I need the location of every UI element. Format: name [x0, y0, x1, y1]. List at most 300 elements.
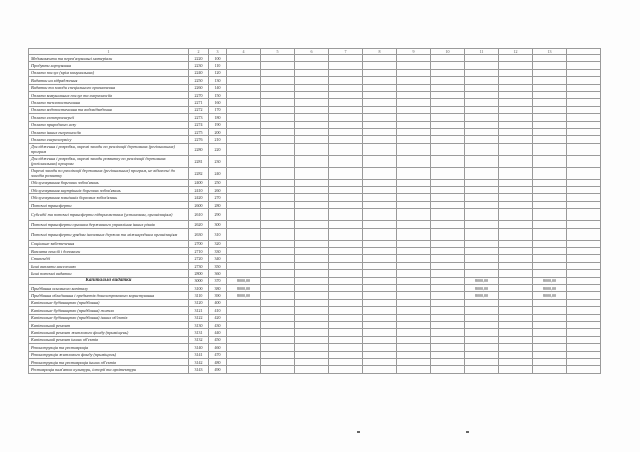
row-line-number: 420 [209, 314, 227, 321]
row-value [465, 321, 499, 328]
table-row [29, 69, 601, 76]
row-value [533, 91, 567, 98]
table-row [29, 99, 601, 106]
row-value [567, 62, 601, 69]
row-value [329, 351, 363, 358]
row-value [567, 248, 601, 255]
row-value [261, 248, 295, 255]
row-code: 2274 [189, 121, 209, 128]
row-value [227, 307, 261, 314]
row-value [397, 358, 431, 365]
row-value [397, 329, 431, 336]
row-name: Інші виплати населенню [29, 262, 189, 269]
row-value [261, 292, 295, 299]
row-value: 8000,00 [465, 277, 499, 284]
row-code: 2272 [189, 106, 209, 113]
row-name: Оплата теплопостачання [29, 99, 189, 106]
column-number: 2 [189, 49, 209, 55]
row-value [499, 366, 533, 373]
row-value [363, 77, 397, 84]
row-value [465, 91, 499, 98]
row-value [261, 314, 295, 321]
row-value [363, 270, 397, 277]
row-value [363, 292, 397, 299]
row-value [397, 240, 431, 247]
row-value [499, 209, 533, 221]
row-value [499, 121, 533, 128]
row-line-number: 430 [209, 321, 227, 328]
row-value [465, 314, 499, 321]
row-value [499, 155, 533, 167]
row-value [567, 69, 601, 76]
row-value [363, 284, 397, 291]
row-code: 2410 [189, 187, 209, 194]
row-value [261, 336, 295, 343]
row-value [499, 106, 533, 113]
row-value [567, 114, 601, 121]
row-code: 3110 [189, 292, 209, 299]
row-value [261, 366, 295, 373]
row-name: Субсидії та поточні трансферти підприємствам (установам, організаціям) [29, 209, 189, 221]
row-value [329, 248, 363, 255]
row-code: 2260 [189, 84, 209, 91]
table-row [29, 255, 601, 262]
row-line-number: 200 [209, 128, 227, 135]
row-value [499, 321, 533, 328]
row-value [567, 262, 601, 269]
column-number: 8 [363, 49, 397, 55]
row-value [329, 292, 363, 299]
row-value [329, 136, 363, 143]
row-value [295, 187, 329, 194]
row-value [431, 209, 465, 221]
row-value [431, 314, 465, 321]
row-code: 2280 [189, 143, 209, 155]
row-value [363, 121, 397, 128]
row-value [397, 209, 431, 221]
row-code: 2282 [189, 167, 209, 179]
row-line-number: 180 [209, 114, 227, 121]
row-value [295, 314, 329, 321]
row-value [295, 248, 329, 255]
row-value [567, 329, 601, 336]
row-line-number: 340 [209, 255, 227, 262]
table-row [29, 240, 601, 247]
row-value [465, 62, 499, 69]
row-value [261, 240, 295, 247]
row-value [397, 336, 431, 343]
row-name: Поточні трансферти [29, 201, 189, 208]
row-code: 2250 [189, 77, 209, 84]
row-line-number: 190 [209, 121, 227, 128]
table-row [29, 155, 601, 167]
row-value [295, 91, 329, 98]
row-value [363, 84, 397, 91]
row-value [567, 194, 601, 201]
row-value [533, 248, 567, 255]
row-value [329, 194, 363, 201]
row-value: 8000,00 [465, 284, 499, 291]
row-value [329, 209, 363, 221]
row-value [533, 69, 567, 76]
table-row [29, 201, 601, 208]
row-code: 2800 [189, 270, 209, 277]
row-value [567, 344, 601, 351]
row-value [363, 187, 397, 194]
row-value [499, 228, 533, 240]
row-name: Капітальне будівництво (придбання) інших об'єктів [29, 314, 189, 321]
row-value [397, 284, 431, 291]
row-value [533, 194, 567, 201]
row-value [499, 336, 533, 343]
row-value [397, 351, 431, 358]
row-code: 2630 [189, 228, 209, 240]
page-mark [466, 431, 469, 433]
row-value [295, 167, 329, 179]
column-number: 7 [329, 49, 363, 55]
row-code: 3141 [189, 351, 209, 358]
row-value [567, 277, 601, 284]
row-value [227, 187, 261, 194]
table-row [29, 248, 601, 255]
budget-table [28, 48, 601, 374]
table-row [29, 221, 601, 228]
row-line-number: 270 [209, 194, 227, 201]
row-value [397, 55, 431, 62]
row-value [431, 292, 465, 299]
row-line-number: 390 [209, 292, 227, 299]
row-value [533, 307, 567, 314]
row-value [431, 351, 465, 358]
row-value [499, 136, 533, 143]
row-value [329, 221, 363, 228]
row-value [499, 143, 533, 155]
row-value [431, 255, 465, 262]
row-value [499, 99, 533, 106]
row-value [329, 307, 363, 314]
row-value [295, 262, 329, 269]
row-value [465, 344, 499, 351]
row-line-number: 350 [209, 262, 227, 269]
row-value [567, 55, 601, 62]
row-value [363, 255, 397, 262]
row-value [397, 299, 431, 306]
row-value [295, 179, 329, 186]
row-value [397, 155, 431, 167]
row-value [363, 221, 397, 228]
row-value [567, 121, 601, 128]
table-row [29, 270, 601, 277]
row-value [261, 344, 295, 351]
row-value [465, 366, 499, 373]
row-line-number: 120 [209, 69, 227, 76]
row-value [227, 240, 261, 247]
row-value [431, 329, 465, 336]
row-value [397, 69, 431, 76]
row-value [465, 106, 499, 113]
row-value [295, 307, 329, 314]
row-value [261, 114, 295, 121]
row-value [567, 292, 601, 299]
row-value: 8000,00 [533, 277, 567, 284]
row-value [431, 366, 465, 373]
table-row [29, 321, 601, 328]
row-name: Поточні трансферти урядам іноземних держав та міжнародним організаціям [29, 228, 189, 240]
row-name: Оплата послуг (крім комунальних) [29, 69, 189, 76]
row-value [397, 136, 431, 143]
row-value [329, 77, 363, 84]
column-number: 13 [533, 49, 567, 55]
row-value [499, 114, 533, 121]
row-name: Стипендії [29, 255, 189, 262]
row-name: Обслуговування внутрішніх боргових зобов'язань [29, 187, 189, 194]
row-value [465, 351, 499, 358]
row-name: Окремі заходи по реалізації державних (регіональних) програм, не віднесені до заходів розвитку [29, 167, 189, 179]
row-name: Інші поточні видатки [29, 270, 189, 277]
table-row [29, 351, 601, 358]
row-value [499, 167, 533, 179]
table-row [29, 136, 601, 143]
row-value [465, 240, 499, 247]
row-value [567, 255, 601, 262]
row-value [431, 143, 465, 155]
row-value [567, 106, 601, 113]
row-value: 8000,00 [227, 284, 261, 291]
row-value [397, 221, 431, 228]
row-name: Обслуговування боргових зобов'язань [29, 179, 189, 186]
row-code: 2730 [189, 262, 209, 269]
row-value [295, 321, 329, 328]
row-value [465, 114, 499, 121]
row-value [431, 221, 465, 228]
column-number: 5 [261, 49, 295, 55]
row-value [397, 62, 431, 69]
row-value [227, 201, 261, 208]
table-row [29, 77, 601, 84]
row-value [499, 77, 533, 84]
row-value [295, 329, 329, 336]
row-value [533, 84, 567, 91]
row-value [295, 106, 329, 113]
row-value [533, 344, 567, 351]
row-value [227, 194, 261, 201]
row-value [227, 91, 261, 98]
row-value [261, 299, 295, 306]
row-value [499, 255, 533, 262]
row-name: Придбання обладнання і предметів довгострокового користування [29, 292, 189, 299]
row-value [295, 270, 329, 277]
row-value [261, 69, 295, 76]
row-value [567, 314, 601, 321]
row-line-number: 240 [209, 167, 227, 179]
row-value [499, 262, 533, 269]
row-code: 2270 [189, 91, 209, 98]
row-value [465, 143, 499, 155]
row-value [227, 136, 261, 143]
table-row [29, 167, 601, 179]
row-value [295, 114, 329, 121]
row-value [329, 262, 363, 269]
row-value [431, 299, 465, 306]
row-value [397, 292, 431, 299]
row-name: Виплата пенсій і допомоги [29, 248, 189, 255]
row-name: Оплата комунальних послуг та енергоносіїв [29, 91, 189, 98]
row-name: Видатки на відрядження [29, 77, 189, 84]
row-value [533, 106, 567, 113]
row-value [295, 62, 329, 69]
row-name: Капітальні видатки [29, 277, 189, 284]
row-value [295, 344, 329, 351]
row-value [397, 314, 431, 321]
row-name: Оплата природного газу [29, 121, 189, 128]
table-row [29, 209, 601, 221]
row-value [329, 114, 363, 121]
row-value [465, 299, 499, 306]
row-value [227, 167, 261, 179]
row-value [567, 128, 601, 135]
row-value [295, 201, 329, 208]
row-value [295, 221, 329, 228]
row-value [533, 155, 567, 167]
row-code: 3140 [189, 344, 209, 351]
row-value [431, 99, 465, 106]
row-value [465, 167, 499, 179]
row-code: 2240 [189, 69, 209, 76]
row-value [431, 277, 465, 284]
table-row [29, 106, 601, 113]
row-value [465, 209, 499, 221]
row-value [261, 55, 295, 62]
row-value [533, 228, 567, 240]
row-value [431, 284, 465, 291]
row-value [227, 155, 261, 167]
row-line-number: 230 [209, 155, 227, 167]
table-row [29, 121, 601, 128]
table-row [29, 344, 601, 351]
row-value [431, 307, 465, 314]
row-line-number: 300 [209, 221, 227, 228]
row-value [533, 221, 567, 228]
row-value [329, 329, 363, 336]
row-value [567, 307, 601, 314]
row-value: 8000,00 [533, 292, 567, 299]
row-value [363, 344, 397, 351]
row-value [397, 106, 431, 113]
row-value [261, 62, 295, 69]
row-value [431, 91, 465, 98]
row-value [363, 128, 397, 135]
row-code: 2400 [189, 179, 209, 186]
row-value [567, 167, 601, 179]
row-value [295, 292, 329, 299]
row-value [567, 221, 601, 228]
row-value [363, 155, 397, 167]
row-code: 3130 [189, 321, 209, 328]
row-value [261, 187, 295, 194]
table-row [29, 284, 601, 291]
row-code: 2271 [189, 99, 209, 106]
row-value [465, 201, 499, 208]
row-name: Оплата інших енергоносіїв [29, 128, 189, 135]
row-value [295, 351, 329, 358]
row-value [295, 255, 329, 262]
row-value [431, 194, 465, 201]
row-value [261, 194, 295, 201]
row-value [533, 114, 567, 121]
row-value [465, 255, 499, 262]
row-code: 3000 [189, 277, 209, 284]
row-value [329, 84, 363, 91]
row-value [329, 155, 363, 167]
table-row [29, 179, 601, 186]
row-name: Капітальне будівництво (придбання) житла [29, 307, 189, 314]
row-value [499, 187, 533, 194]
row-value [567, 228, 601, 240]
row-value [431, 106, 465, 113]
row-value [533, 77, 567, 84]
row-value [261, 255, 295, 262]
row-code: 2720 [189, 255, 209, 262]
row-line-number: 210 [209, 136, 227, 143]
row-value [431, 62, 465, 69]
row-line-number: 130 [209, 77, 227, 84]
row-value [295, 336, 329, 343]
row-value [499, 277, 533, 284]
row-value [363, 307, 397, 314]
row-line-number: 480 [209, 358, 227, 365]
row-value [397, 307, 431, 314]
row-value [261, 321, 295, 328]
row-value: 8000,00 [465, 292, 499, 299]
row-name: Придбання основного капіталу [29, 284, 189, 291]
row-code: 3132 [189, 336, 209, 343]
row-value [261, 270, 295, 277]
row-code: 3120 [189, 299, 209, 306]
row-value [431, 262, 465, 269]
row-value [227, 143, 261, 155]
row-value [465, 221, 499, 228]
row-value [363, 329, 397, 336]
row-value: 8000,00 [227, 292, 261, 299]
row-value [227, 84, 261, 91]
table-row [29, 114, 601, 121]
row-value [329, 91, 363, 98]
row-value [295, 121, 329, 128]
row-value [465, 128, 499, 135]
row-value [431, 167, 465, 179]
row-value [533, 299, 567, 306]
row-value [363, 136, 397, 143]
row-value [363, 248, 397, 255]
row-value [533, 209, 567, 221]
row-value [431, 201, 465, 208]
row-value [431, 136, 465, 143]
row-value [227, 248, 261, 255]
row-name: Реконструкція житлового фонду (приміщень) [29, 351, 189, 358]
row-line-number: 460 [209, 344, 227, 351]
table-row [29, 307, 601, 314]
row-value [261, 284, 295, 291]
column-number: 3 [209, 49, 227, 55]
row-value [533, 262, 567, 269]
row-value [329, 128, 363, 135]
row-value [227, 299, 261, 306]
row-value [499, 84, 533, 91]
row-value [295, 55, 329, 62]
row-line-number: 140 [209, 84, 227, 91]
row-value [567, 321, 601, 328]
row-value [567, 240, 601, 247]
